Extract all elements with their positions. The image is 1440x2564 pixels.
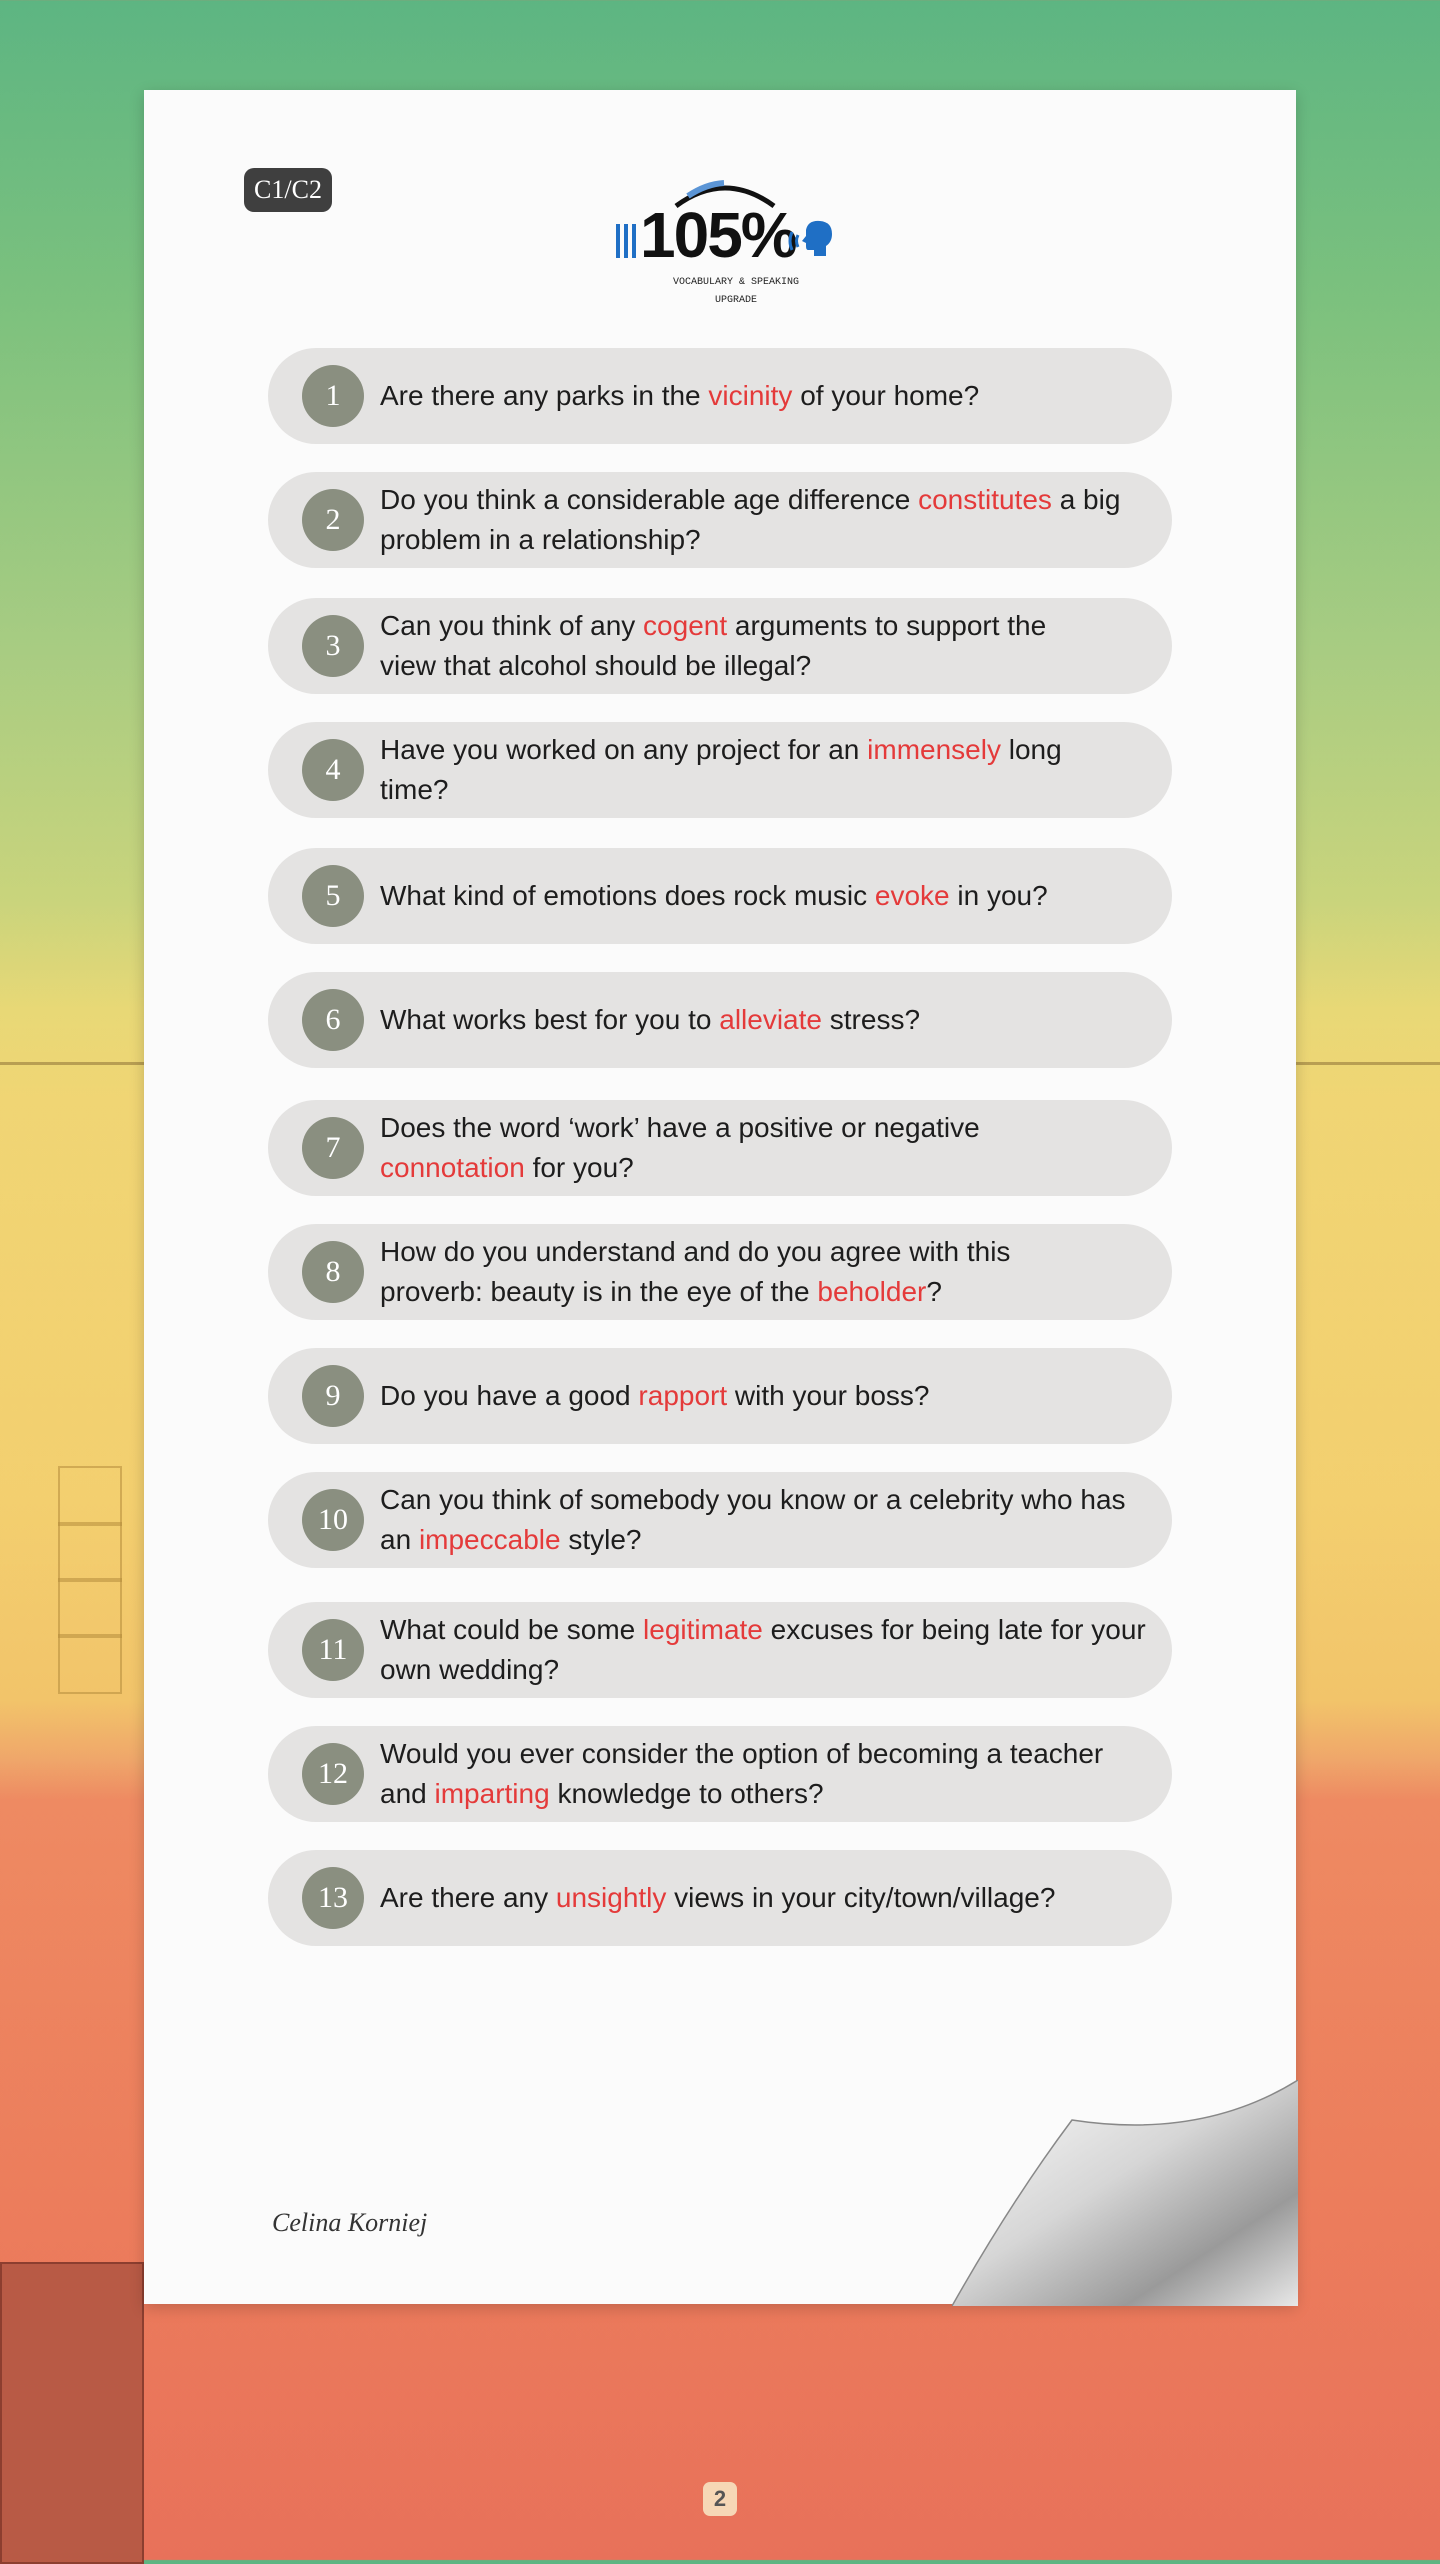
question-text: What could be some legitimate excuses for being late for your own wedding? — [380, 1614, 1146, 1685]
wall-tile — [58, 1578, 122, 1638]
signal-bars-icon — [616, 224, 636, 258]
logo-subtitle — [616, 274, 856, 310]
vocabulary-keyword: evoke — [874, 880, 950, 911]
question-text: Have you worked on any project for an immensely long time? — [380, 734, 1062, 805]
vocabulary-keyword: vicinity — [708, 380, 793, 411]
question-number: 4 — [302, 739, 364, 801]
question-text: Are there any unsightly views in your city/town/village? — [380, 1882, 1056, 1913]
question-text: Can you think of any cogent arguments to support the view that alcohol should be illegal? — [380, 610, 1047, 681]
question-item — [268, 472, 1172, 568]
question-item — [268, 1602, 1172, 1698]
question-text: Do you have a good rapport with your boss? — [380, 1380, 930, 1411]
page-curl-decoration — [952, 2080, 1298, 2306]
brand-logo — [616, 178, 856, 308]
vocabulary-keyword: cogent — [643, 610, 728, 641]
vocabulary-keyword: beholder — [817, 1276, 927, 1307]
question-item — [268, 1100, 1172, 1196]
question-number: 5 — [302, 865, 364, 927]
wall-tile — [58, 1634, 122, 1694]
question-number: 10 — [302, 1489, 364, 1551]
question-item — [268, 848, 1172, 944]
vocabulary-keyword: legitimate — [643, 1614, 763, 1645]
question-item — [268, 722, 1172, 818]
question-item — [268, 1472, 1172, 1568]
question-text: Does the word ‘work’ have a positive or negative connotation for you? — [380, 1112, 980, 1183]
wall-door — [0, 2262, 144, 2564]
question-item — [268, 598, 1172, 694]
speaking-head-icon — [788, 216, 838, 266]
question-text: How do you understand and do you agree with this proverb: beauty is in the eye of the beholder? — [380, 1236, 1011, 1307]
question-item — [268, 1726, 1172, 1822]
question-number: 9 — [302, 1365, 364, 1427]
question-text: What kind of emotions does rock music evoke in you? — [380, 880, 1048, 911]
logo-subtitle-line1: VOCABULARY & SPEAKING — [672, 277, 800, 288]
vocabulary-keyword: immensely — [867, 734, 1001, 765]
vocabulary-keyword: unsightly — [555, 1882, 667, 1913]
worksheet-page — [144, 90, 1296, 2304]
vocabulary-keyword: alleviate — [719, 1004, 822, 1035]
question-number: 1 — [302, 365, 364, 427]
question-text: Would you ever consider the option of becoming a teacher and imparting knowledge to others? — [380, 1738, 1104, 1809]
question-text: Can you think of somebody you know or a celebrity who has an impeccable style? — [380, 1484, 1126, 1555]
question-text: What works best for you to alleviate stress? — [380, 1004, 921, 1035]
level-badge: C1/C2 — [244, 168, 332, 212]
vocabulary-keyword: connotation — [380, 1152, 525, 1183]
vocabulary-keyword: rapport — [638, 1380, 728, 1411]
question-item — [268, 972, 1172, 1068]
question-number: 8 — [302, 1241, 364, 1303]
question-number: 2 — [302, 489, 364, 551]
vocabulary-keyword: imparting — [434, 1778, 550, 1809]
question-item — [268, 1224, 1172, 1320]
logo-subtitle-line2: UPGRADE — [714, 295, 757, 306]
wall-stripe-left — [0, 1062, 144, 1065]
wall-tile — [58, 1522, 122, 1582]
page-number: 2 — [703, 2482, 737, 2516]
logo-number: 105% — [640, 199, 796, 271]
wall-stripe-right — [1296, 1062, 1440, 1065]
question-number: 11 — [302, 1619, 364, 1681]
vocabulary-keyword: impeccable — [418, 1524, 561, 1555]
question-number: 3 — [302, 615, 364, 677]
question-text: Do you think a considerable age difference constitutes a big problem in a relationship? — [380, 484, 1121, 555]
question-item — [268, 1850, 1172, 1946]
question-item — [268, 348, 1172, 444]
question-number: 6 — [302, 989, 364, 1051]
question-text: Are there any parks in the vicinity of your home? — [380, 380, 980, 411]
question-number: 12 — [302, 1743, 364, 1805]
question-number: 7 — [302, 1117, 364, 1179]
wall-tile — [58, 1466, 122, 1526]
author-signature: Celina Korniej — [272, 2208, 428, 2237]
question-number: 13 — [302, 1867, 364, 1929]
vocabulary-keyword: constitutes — [918, 484, 1052, 515]
question-item — [268, 1348, 1172, 1444]
